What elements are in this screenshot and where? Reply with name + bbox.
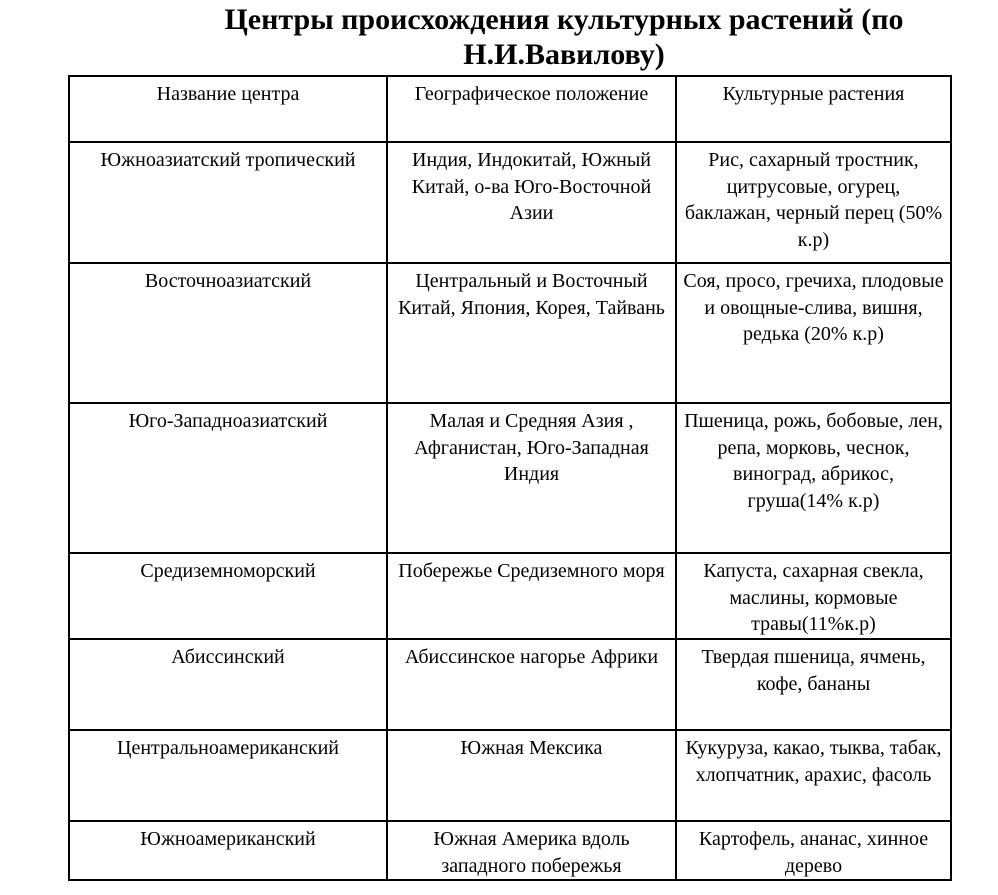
header-name: Название центра [69,76,387,142]
table-header-row [69,76,951,142]
center-name: Центральноамериканский [69,730,387,821]
header-location: Географическое положение [387,76,676,142]
center-location: Южная Америка вдоль западного побережья [387,821,676,880]
table-row [69,263,951,403]
center-plants: Капуста, сахарная свекла, маслины, кормовые травы(11%к.р) [676,553,951,639]
center-plants: Соя, просо, гречиха, плодовые и овощные-слива, вишня, редька (20% к.р) [676,263,951,403]
center-name: Южноазиатский тропический [69,142,387,263]
center-plants: Рис, сахарный тростник, цитрусовые, огурец, баклажан, черный перец (50% к.р) [676,142,951,263]
table-row [69,639,951,730]
center-name: Южноамериканский [69,821,387,880]
center-name: Абиссинский [69,639,387,730]
table-row [69,403,951,553]
center-location: Побережье Средиземного моря [387,553,676,639]
header-plants: Культурные растения [676,76,951,142]
center-name: Восточноазиатский [69,263,387,403]
center-location: Центральный и Восточный Китай, Япония, Корея, Тайвань [387,263,676,403]
table-row [69,821,951,880]
table-row [69,142,951,263]
page-title: Центры происхождения культурных растений (по Н.И.Вавилову) [224,3,904,71]
center-location: Индия, Индокитай, Южный Китай, о-ва Юго-Восточной Азии [387,142,676,263]
center-plants: Твердая пшеница, ячмень, кофе, бананы [676,639,951,730]
center-location: Абиссинское нагорье Африки [387,639,676,730]
center-location: Южная Мексика [387,730,676,821]
center-plants: Картофель, ананас, хинное дерево [676,821,951,880]
centers-table [68,75,952,881]
table-row [69,730,951,821]
center-plants: Кукуруза, какао, тыква, табак, хлопчатник, арахис, фасоль [676,730,951,821]
center-plants: Пшеница, рожь, бобовые, лен, репа, морковь, чеснок, виноград, абрикос, груша(14% к.р) [676,403,951,553]
center-name: Юго-Западноазиатский [69,403,387,553]
table-row [69,553,951,639]
center-name: Средиземноморский [69,553,387,639]
center-location: Малая и Средняя Азия , Афганистан, Юго-Западная Индия [387,403,676,553]
